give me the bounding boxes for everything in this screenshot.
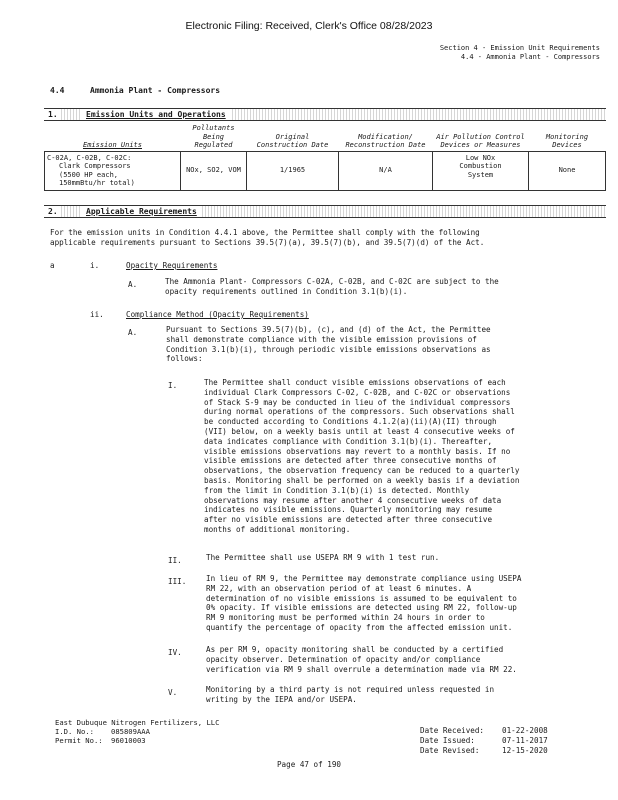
item-ii-heading: Compliance Method (Opacity Requirements) [126,310,309,319]
col-monitoring-devices: Monitoring Devices [529,124,606,151]
item-V-text [206,685,606,705]
footer-revised-value: 12-15-2020 [502,746,548,755]
iiA-line-3: Condition 3.1(b)(i), through periodic visible emissions observations as [166,344,491,354]
footer-permit [55,736,219,745]
III-line: 0% opacity. If visible emissions are detected using RM 22, follow-up [206,603,517,613]
aA-line-1: The Ammonia Plant- Compressors C-02A, C-02B, and C-02C are subject to the [165,277,499,286]
I-line: after no visible emissions are detected after three consecutive [204,515,493,525]
iiA-line-1: Pursuant to Sections 39.5(7)(b), (c), and (d) of the Act, the Permittee [166,325,491,334]
table-row [45,151,606,190]
footer-permit-value: 96010003 [111,736,146,745]
running-header-line2: 4.4 - Ammonia Plant - Compressors [460,53,600,61]
footer-id-value: 085809AAA [111,727,150,736]
item-II-marker: II. [168,556,182,565]
unit-line-2: Clark Compressors [59,162,131,170]
I-line: be conducted according to Conditions 4.1.2(a)(ii)(A)(II) through [204,417,497,427]
item-a-marker: a [50,261,55,270]
table-header-row [45,124,606,151]
IV-line: verification via RM 9 shall overrule a determination made via RM 22. [206,664,517,674]
control-line-1: Low NOx [465,153,496,162]
section-title [50,86,220,96]
footer-company: East Dubuque Nitrogen Fertilizers, LLC [55,718,220,727]
subsection-label-2: Applicable Requirements [82,206,201,217]
footer-facility [55,718,219,745]
III-line: quantify the percentage of opacity from the affected emission unit. [206,622,513,632]
III-line: RM 9 monitoring must be performed within 24 hours in order to [206,613,485,623]
footer-issued-label: Date Issued: [420,736,475,745]
subsection-number-2: 2. [48,207,58,216]
intro-paragraph [50,228,602,248]
item-III-marker: III. [168,577,187,586]
IV-line: opacity observer. Determination of opacity and/or compliance [206,654,481,664]
filing-stamp: Electronic Filing: Received, Clerk's Office 08/28/2023 [185,20,433,32]
I-line: The Permittee shall conduct visible emissions observations of each [204,378,506,387]
iiA-line-2: shall demonstrate compliance with the visible emission provisions of [166,334,477,344]
item-a-roman: i. [90,261,100,270]
item-IV-marker: IV. [168,648,182,657]
I-line: visible emissions are detected after three consecutive months of [204,456,497,466]
intro-line-2: applicable requirements pursuant to Sections 39.5(7)(a), 39.5(7)(b), and 39.5(7)(d) of the Act. [50,237,485,247]
footer-received-value: 01-22-2008 [502,726,548,735]
running-header-line1: Section 4 - Emission Unit Requirements [439,44,600,52]
footer-revised-label: Date Revised: [420,746,480,755]
section-name: Ammonia Plant - Compressors [90,86,221,95]
control-line-3: System [467,170,494,179]
unit-line-4: 150mmBtu/hr total) [59,179,135,187]
V-line: writing by the IEPA and/or USEPA. [206,694,357,704]
I-line: observations may resume after another 4 consecutive weeks of data [204,495,502,505]
cell-construction: 1/1965 [247,151,339,190]
col-emission-units: Emission Units [45,124,181,151]
item-iiA-text [166,325,606,364]
item-II-text [206,553,606,563]
col-construction-date: Original Construction Date [247,124,339,151]
I-line: from the limit in Condition 3.1(b)(i) is detected. Monthly [204,485,470,495]
cell-control [433,151,529,190]
cell-emission-unit [45,151,181,190]
footer-received-label: Date Received: [420,726,485,735]
unit-line-3: (5500 HP each, [59,170,119,179]
I-line: months of additional monitoring. [204,524,351,534]
cell-monitoring: None [529,151,606,190]
iiA-line-4: follows: [166,354,203,364]
intro-line-1: For the emission units in Condition 4.4.1 above, the Permittee shall comply with the following [50,228,480,237]
item-a-heading: Opacity Requirements [126,261,218,270]
I-line: during normal operations of the compressors. Such observations shall [204,407,515,417]
item-IV-text [206,645,606,674]
cell-pollutants: NOx, SO2, VOM [181,151,247,190]
emission-units-table [44,124,606,191]
item-ii-roman: ii. [90,310,104,319]
control-line-2: Combustion [459,162,502,170]
I-line: indicates no visible emissions. Quarterly monitoring may resume [204,505,493,515]
subsection-bar-1 [44,108,606,121]
footer-issued [420,736,548,746]
V-line: Monitoring by a third party is not required unless requested in [206,685,495,694]
IV-line: As per RM 9, opacity monitoring shall be conducted by a certified [206,645,504,654]
footer-revised [420,746,548,756]
subsection-number-1: 1. [48,110,58,119]
III-line: determination of no visible emissions is assumed to be equivalent to [206,593,517,603]
item-aA-marker: A. [128,280,138,289]
II-line-1: The Permittee shall use USEPA RM 9 with 1 test run. [206,553,440,562]
III-line: RM 22, with an observation period of at least 6 minutes. A [206,583,472,593]
footer-received [420,726,548,736]
running-header [440,44,600,62]
item-aA-text [165,277,605,297]
col-modification-date: Modification/ Reconstruction Date [339,124,433,151]
section-number: 4.4 [50,86,65,95]
col-pollutants: Pollutants Being Regulated [181,124,247,151]
I-line: of Stack S-9 may be conducted in lieu of the individual compressors [204,397,511,407]
III-line: In lieu of RM 9, the Permittee may demonstrate compliance using USEPA [206,574,522,583]
subsection-label-1: Emission Units and Operations [82,109,230,120]
cell-modification: N/A [339,151,433,190]
col-control-devices: Air Pollution Control Devices or Measures [433,124,529,151]
item-I-marker: I. [168,381,178,390]
item-iiA-marker: A. [128,328,138,337]
page-number: Page 47 of 190 [276,760,341,769]
I-line: data indicates compliance with Condition 3.1(b)(i). Thereafter, [204,436,493,446]
unit-line-1: C-02A, C-02B, C-02C: [47,153,132,162]
item-V-marker: V. [168,688,178,697]
I-line: observations, the observation frequency can be reduced to a quarterly [204,466,520,476]
footer-id [55,727,219,736]
I-line: visible emissions observations may revert to a monthly basis. If no [204,446,511,456]
footer-dates [420,726,548,756]
footer-permit-label: Permit No.: [55,736,103,745]
footer-id-label: I.D. No.: [55,727,94,736]
I-line: basis. Monitoring shall be performed on a weekly basis if a deviation [204,475,520,485]
I-line: (VII) below, on a weekly basis until at least 4 consecutive weeks of [204,426,515,436]
footer-issued-value: 07-11-2017 [502,736,548,745]
aA-line-2: opacity requirements outlined in Condition 3.1(b)(i). [165,286,408,296]
subsection-bar-2 [44,205,606,218]
I-line: individual Clark Compressors C-02, C-02B, and C-02C or observations [204,387,511,397]
item-I-text [204,378,604,535]
item-III-text [206,574,606,633]
